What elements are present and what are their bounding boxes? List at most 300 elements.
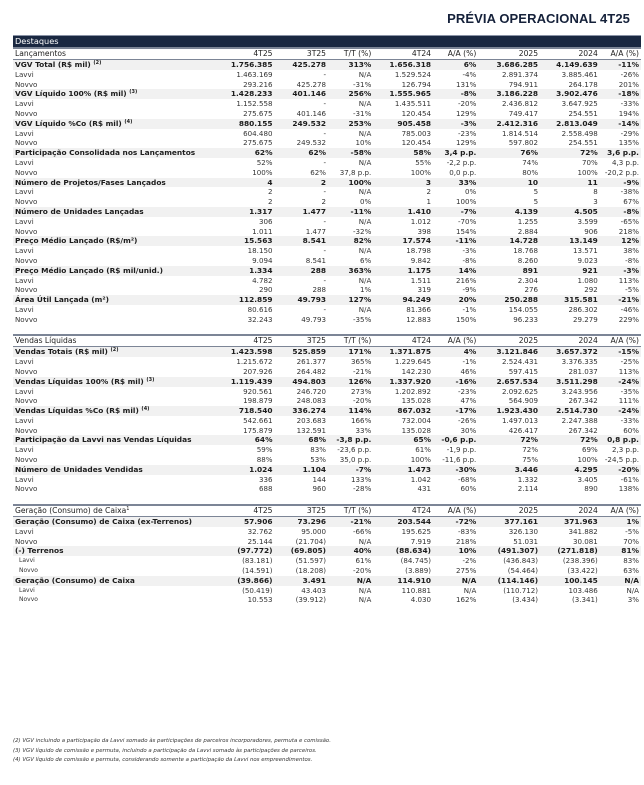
row-label-text: Lavvi [15, 304, 34, 314]
row-label [13, 556, 215, 566]
cell-value: 1.923.430 [478, 406, 540, 416]
cell-value: 80.616 [247, 304, 273, 314]
cell-value: 129% [456, 108, 477, 118]
cell-value: 275.675 [243, 138, 273, 148]
cell-value: 542.661 [243, 415, 273, 425]
breakdown-row [13, 595, 641, 605]
column-header: A/A (%) [433, 505, 478, 517]
row-label-text: Novvo [15, 226, 38, 236]
column-header: A/A (%) [600, 505, 641, 517]
cell-value: 120.454 [401, 138, 432, 148]
cell-value: 62% [310, 167, 327, 177]
breakdown-row [13, 246, 641, 256]
cell-value: (51.597) [295, 556, 327, 566]
cell-value: 72% [478, 435, 540, 445]
column-header: 4T24 [373, 335, 433, 347]
cell-value: -3% [433, 119, 478, 129]
row-label-text: Novvo [15, 536, 38, 546]
section-banner: Destaques [13, 35, 641, 47]
cell-value: 103.486 [568, 585, 598, 595]
cell-value: 110.881 [401, 585, 432, 595]
breakdown-row [13, 276, 641, 286]
cell-value: 890 [584, 484, 598, 494]
cell-value: 718.540 [215, 406, 275, 416]
cell-value: 13.571 [572, 246, 598, 256]
row-label-text: Participação Consolidada nos Lançamentos [15, 148, 196, 158]
cell-value: 281.037 [568, 366, 598, 376]
cell-value: 292 [584, 285, 598, 295]
cell-value: 2.813.049 [540, 119, 600, 129]
cell-value: 82% [328, 236, 373, 246]
row-label [13, 119, 215, 129]
metric-row [13, 347, 641, 357]
row-label-text: Lavvi [15, 445, 34, 455]
row-label [13, 315, 215, 325]
cell-value: 12.883 [406, 314, 432, 324]
cell-value: (97.772) [215, 546, 275, 556]
row-label-text: (-) Terrenos [15, 546, 64, 556]
cell-value: N/A [358, 595, 372, 605]
cell-value: 58% [373, 148, 433, 158]
cell-value: 249.532 [274, 119, 328, 129]
row-label-text: Novvo [15, 108, 38, 118]
cell-value: 73.296 [274, 517, 328, 527]
row-label [13, 305, 215, 315]
cell-value: -8% [433, 89, 478, 99]
cell-value: 2.247.388 [561, 415, 598, 425]
row-label-text: Lavvi [19, 557, 35, 565]
cell-value: -23% [457, 128, 477, 138]
row-label [13, 138, 215, 148]
column-header: T/T (%) [328, 505, 373, 517]
cell-value: 15.563 [215, 236, 275, 246]
cell-value: 1.423.598 [215, 347, 275, 357]
cell-value: 261.377 [296, 357, 327, 367]
cell-value: 2 [274, 178, 328, 188]
cell-value: 1.656.318 [373, 60, 433, 70]
cell-value: -24% [600, 406, 641, 416]
cell-value: 133% [351, 474, 372, 484]
column-header: 2024 [540, 48, 600, 60]
cell-value: 0% [360, 197, 372, 207]
row-label-text: Novvo [15, 425, 38, 435]
cell-value: 127% [328, 295, 373, 305]
breakdown-row [13, 217, 641, 227]
cell-value: 216% [456, 275, 477, 285]
cell-value: -8% [625, 255, 639, 265]
cell-value: 18.150 [247, 246, 273, 256]
cell-value: 1.337.920 [373, 377, 433, 387]
cell-value: 2.092.625 [501, 386, 539, 396]
row-label-text: Lavvi [15, 69, 34, 79]
row-label [13, 168, 215, 178]
row-label-text: Área Útil Lançada (m²) [15, 295, 109, 305]
cell-value: 275.675 [243, 108, 273, 118]
cell-value: 264.178 [568, 79, 598, 89]
row-label [13, 148, 215, 158]
cell-value: - [323, 69, 327, 79]
cell-value: 794.911 [508, 79, 539, 89]
cell-value: 7.919 [410, 536, 432, 546]
cell-value: 95.000 [301, 526, 327, 536]
cell-value: (238.396) [562, 556, 598, 566]
cell-value: 1.435.511 [394, 99, 432, 109]
cell-value: -65% [620, 216, 639, 226]
cell-value: 1.317 [215, 207, 275, 217]
cell-value: 1.371.875 [373, 347, 433, 357]
cell-value: -15% [600, 347, 641, 357]
cell-value: -46% [620, 304, 639, 314]
cell-value: 363% [328, 266, 373, 276]
cell-value: 30.081 [572, 536, 598, 546]
cell-value: -21% [352, 366, 372, 376]
cell-value: 401.146 [274, 89, 328, 99]
cell-value: 33% [355, 425, 372, 435]
cell-value: 267.342 [568, 396, 598, 406]
cell-value: -7% [433, 207, 478, 217]
column-header: 2025 [478, 48, 540, 60]
cell-value: 38% [623, 246, 639, 256]
section-header-row [13, 48, 641, 60]
cell-value: 3.186.228 [478, 89, 540, 99]
cell-value: -16% [433, 377, 478, 387]
cell-value: N/A [358, 585, 372, 595]
cell-value: 131% [456, 79, 477, 89]
cell-value: -9% [462, 285, 477, 295]
cell-value: 1.428.233 [215, 89, 275, 99]
cell-value: 250.288 [478, 295, 540, 305]
cell-value: 732.004 [401, 415, 432, 425]
cell-value: 96.233 [513, 314, 539, 324]
cell-value: 336.274 [274, 406, 328, 416]
cell-value: 920.561 [243, 386, 273, 396]
cell-value: -20% [352, 396, 372, 406]
cell-value: -33% [620, 415, 639, 425]
row-label-text: Número de Unidades Lançadas [15, 206, 144, 216]
cell-value: 61% [415, 445, 432, 455]
cell-value: 3,4 p.p. [433, 148, 478, 158]
cell-value: 1.012 [410, 216, 432, 226]
cell-value: 0,8 p.p. [600, 435, 641, 445]
cell-value: 67% [623, 197, 639, 207]
row-label [13, 527, 215, 537]
cell-value: 1.024 [215, 465, 275, 475]
cell-value: 1.215.672 [236, 357, 273, 367]
cell-value: 4.139 [478, 207, 540, 217]
row-label [13, 455, 215, 465]
row-label [13, 537, 215, 547]
cell-value: 785.003 [401, 128, 432, 138]
cell-value: 3.511.298 [540, 377, 600, 387]
cell-value: 2.114 [517, 484, 539, 494]
cell-value: 9.842 [410, 255, 432, 265]
cell-value: 62% [274, 148, 328, 158]
row-label-text: Lavvi [15, 216, 34, 226]
cell-value: -1% [462, 304, 477, 314]
cell-value: N/A [358, 157, 372, 167]
cell-value: - [323, 304, 327, 314]
row-label-text: Lavvi [15, 128, 34, 138]
cell-value: (50.419) [242, 585, 273, 595]
cell-value: 8 [593, 187, 598, 197]
column-header: 2025 [478, 335, 540, 347]
cell-value: 256% [328, 89, 373, 99]
metric-row [13, 377, 641, 387]
cell-value: 229% [618, 314, 639, 324]
row-label-text: VGV Líquido 100% (R$ mil) [15, 89, 127, 99]
cell-value: 8.260 [517, 255, 539, 265]
cell-value: 8.541 [274, 236, 328, 246]
cell-value: 68% [274, 435, 328, 445]
cell-value: 37,8 p.p. [339, 167, 372, 177]
section-title [13, 48, 215, 60]
row-label-text: Lavvi [15, 526, 34, 536]
row-label [13, 158, 215, 168]
cell-value: 326.130 [508, 526, 539, 536]
cell-value: 33% [433, 178, 478, 188]
cell-value: -20% [352, 566, 372, 576]
cell-value: 3.647.925 [561, 99, 598, 109]
cell-value: 64% [215, 435, 275, 445]
cell-value: 264.482 [296, 366, 327, 376]
cell-value: 3.491 [274, 576, 328, 586]
row-label-text: Lavvi [15, 246, 34, 256]
breakdown-row [13, 227, 641, 237]
row-label [13, 276, 215, 286]
cell-value: 74% [522, 157, 539, 167]
cell-value: 203.683 [296, 415, 327, 425]
cell-value: N/A [358, 536, 372, 546]
row-label [13, 266, 215, 276]
column-header: 4T25 [215, 335, 275, 347]
cell-value: 867.032 [373, 406, 433, 416]
row-label [13, 197, 215, 207]
cell-value: (271.818) [540, 546, 600, 556]
breakdown-row [13, 556, 641, 566]
cell-value: 175.879 [243, 425, 273, 435]
cell-value: 341.882 [568, 526, 598, 536]
cell-value: 4.505 [540, 207, 600, 217]
cell-value: (114.146) [478, 576, 540, 586]
cell-value: 286.302 [568, 304, 598, 314]
row-label [13, 517, 215, 527]
cell-value: -31% [352, 108, 372, 118]
cell-value: - [323, 187, 327, 197]
cell-value: 70% [582, 157, 598, 167]
cell-value: 40% [328, 546, 373, 556]
cell-value: 288 [274, 266, 328, 276]
cell-value: 1.334 [215, 266, 275, 276]
row-footnote-ref: (4) [141, 406, 150, 413]
cell-value: 126% [328, 377, 373, 387]
cell-value: -11,6 p.p. [442, 455, 477, 465]
cell-value: -14% [600, 119, 641, 129]
row-label [13, 406, 215, 416]
row-label-text: Novvo [15, 79, 38, 89]
cell-value: N/A [626, 585, 639, 595]
column-header: A/A (%) [433, 48, 478, 60]
cell-value: 10.553 [247, 595, 273, 605]
cell-value: 3.657.372 [540, 347, 600, 357]
row-label-text: VGV Total (R$ mil) [15, 60, 91, 69]
cell-value: 76% [478, 148, 540, 158]
cell-value: 2.891.374 [501, 69, 539, 79]
cell-value: 88% [256, 455, 273, 465]
cell-value: -9% [600, 178, 641, 188]
row-label-text: Lavvi [15, 386, 34, 396]
cell-value: 749.417 [508, 108, 539, 118]
breakdown-row [13, 445, 641, 455]
row-label-text: Novvo [19, 567, 38, 575]
cell-value: 100.145 [540, 576, 600, 586]
cell-value: 254.551 [568, 138, 598, 148]
cell-value: 72% [522, 445, 539, 455]
cell-value: 114.910 [373, 576, 433, 586]
row-label [13, 217, 215, 227]
cell-value: -83% [457, 526, 477, 536]
row-label-text: Participação da Lavvi nas Vendas Líquidas [15, 435, 192, 445]
cell-value: 18.798 [406, 246, 432, 256]
footnote: (3) VGV líquido de comissão e permuta, incluindo a participação da Lavvi somado às participações de parceiros. [13, 747, 317, 754]
cell-value: 171% [328, 347, 373, 357]
column-header: T/T (%) [328, 335, 373, 347]
row-label-text: Vendas Líquidas 100% (R$ mil) [15, 376, 144, 386]
row-label-text: Preço Médio Lançado (R$ mil/unid.) [15, 265, 163, 275]
section-title [13, 335, 215, 347]
cell-value: (39.912) [295, 595, 327, 605]
cell-value: (83.181) [242, 556, 273, 566]
cell-value: 0,0 p.p. [449, 167, 477, 177]
cell-value: 3 [593, 197, 598, 207]
cell-value: 1.473 [373, 465, 433, 475]
section-title-text: Lançamentos [15, 49, 66, 59]
cell-value: 52% [256, 157, 273, 167]
cell-value: -0,6 p.p. [433, 435, 478, 445]
spacer-cell [13, 494, 641, 505]
row-label [13, 227, 215, 237]
cell-value: 135% [618, 138, 639, 148]
cell-value: -29% [620, 128, 639, 138]
cell-value: 1% [360, 285, 372, 295]
cell-value: - [323, 246, 327, 256]
row-label-text: Novvo [15, 314, 38, 324]
cell-value: 1.497.013 [501, 415, 539, 425]
cell-value: 10% [433, 546, 478, 556]
row-label [13, 416, 215, 426]
cell-value: 194% [618, 108, 639, 118]
cell-value: 880.155 [215, 119, 275, 129]
row-label-text: Número de Projetos/Fases Lançados [15, 177, 166, 187]
breakdown-row [13, 256, 641, 266]
cell-value: 597.802 [508, 138, 539, 148]
row-label [13, 586, 215, 596]
cell-value: 2.884 [517, 226, 539, 236]
cell-value: (39.866) [215, 576, 275, 586]
cell-value: 4.030 [410, 595, 432, 605]
cell-value: 1.332 [517, 474, 539, 484]
cell-value: 891 [478, 266, 540, 276]
cell-value: 10 [478, 178, 540, 188]
cell-value: -2% [462, 556, 477, 566]
cell-value: -26% [457, 415, 477, 425]
row-label [13, 357, 215, 367]
cell-value: 59% [256, 445, 273, 455]
breakdown-row [13, 70, 641, 80]
cell-value: 2.558.498 [561, 128, 598, 138]
breakdown-row [13, 158, 641, 168]
cell-value: 120.454 [401, 108, 432, 118]
cell-value: 5 [533, 187, 539, 197]
cell-value: -24% [600, 377, 641, 387]
row-label [13, 347, 215, 357]
row-label [13, 285, 215, 295]
breakdown-row [13, 484, 641, 494]
cell-value: 61% [355, 556, 372, 566]
cell-value: 132.591 [296, 425, 327, 435]
cell-value: 2.514.730 [540, 406, 600, 416]
cell-value: 100% [577, 455, 598, 465]
cell-value: 1.152.558 [236, 99, 273, 109]
row-label-text: Geração (Consumo) de Caixa [15, 575, 135, 585]
breakdown-row [13, 197, 641, 207]
cell-value: - [323, 216, 327, 226]
section-title [13, 505, 215, 517]
cell-value: 14.728 [478, 236, 540, 246]
row-label-text: Lavvi [19, 586, 35, 594]
cell-value: 18.768 [513, 246, 539, 256]
column-header: 2024 [540, 505, 600, 517]
highlights-report [13, 35, 641, 605]
cell-value: -11% [433, 236, 478, 246]
row-label [13, 80, 215, 90]
cell-value: 60% [460, 484, 477, 494]
cell-value: 3.599 [577, 216, 598, 226]
cell-value: 3.376.335 [561, 357, 598, 367]
metric-row [13, 435, 641, 445]
row-label-text: Novvo [15, 255, 38, 265]
cell-value: 365% [351, 357, 372, 367]
breakdown-row [13, 396, 641, 406]
row-label-text: Geração (Consumo) de Caixa (ex-Terrenos) [15, 517, 193, 527]
cell-value: 55% [415, 157, 432, 167]
breakdown-row [13, 285, 641, 295]
cell-value: 494.803 [274, 377, 328, 387]
cell-value: 4.295 [540, 465, 600, 475]
cell-value: 564.909 [508, 396, 539, 406]
cell-value: 377.161 [478, 517, 540, 527]
cell-value: 604.480 [243, 128, 273, 138]
cell-value: 1.555.965 [373, 89, 433, 99]
cell-value: -2,2 p.p. [446, 157, 477, 167]
cell-value: 425.278 [274, 60, 328, 70]
cell-value: 9.023 [577, 255, 598, 265]
cell-value: -35% [620, 386, 639, 396]
row-label [13, 377, 215, 387]
cell-value: 218% [456, 536, 477, 546]
cell-value: -11% [600, 60, 641, 70]
section-title-text: Vendas Líquidas [15, 336, 77, 346]
cell-value: 290 [258, 285, 273, 295]
cell-value: 1.814.514 [501, 128, 539, 138]
cell-value: 53% [310, 455, 327, 465]
cell-value: (21.704) [295, 536, 327, 546]
metric-row [13, 119, 641, 129]
cell-value: -72% [433, 517, 478, 527]
cell-value: -3% [600, 266, 641, 276]
cell-value: 2.412.316 [478, 119, 540, 129]
cell-value: -8% [462, 255, 477, 265]
cell-value: 6% [360, 255, 372, 265]
